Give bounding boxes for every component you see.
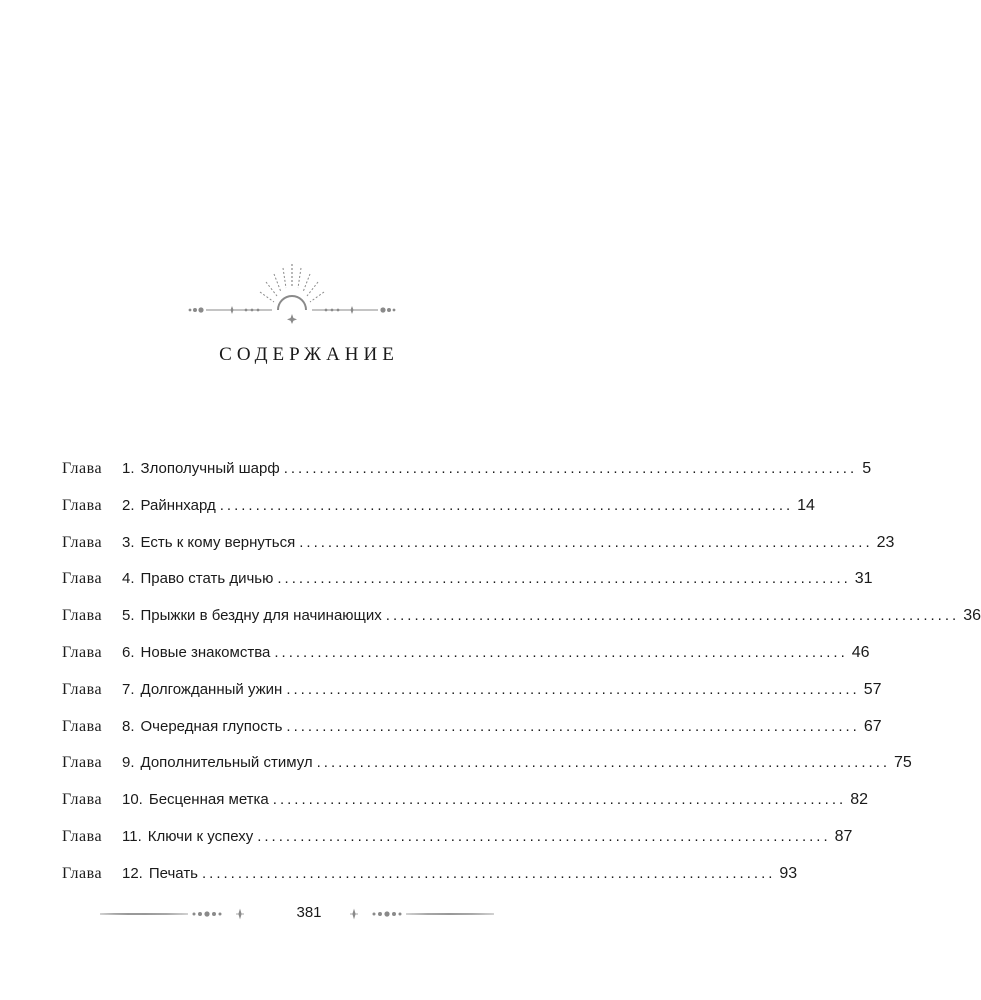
chapter-number: 11.: [122, 827, 142, 845]
toc-entry[interactable]: [62, 864, 798, 902]
page-ref: 75: [894, 754, 912, 772]
table-of-contents: [62, 460, 981, 902]
chapter-title: Дополнительный стимул: [140, 754, 313, 772]
dot-leader: ................................................................................: [257, 827, 831, 845]
dot-leader: ................................................................................: [274, 643, 848, 661]
page-number: 381: [296, 904, 322, 921]
chapter-number: 9.: [122, 754, 135, 772]
page-ref: 14: [797, 496, 815, 514]
chapter-title: Злополучный шарф: [140, 460, 280, 477]
chapter-title: Долгожданный ужин: [140, 680, 283, 698]
page-ref: 57: [863, 680, 882, 698]
page-ref: 5: [862, 460, 872, 477]
chapter-title: Бесценная метка: [148, 791, 269, 809]
chapter-title: Право стать дичью: [140, 570, 274, 588]
dot-leader: ................................................................................: [219, 496, 794, 514]
toc-entry[interactable]: [62, 533, 895, 571]
page-ref: 87: [834, 827, 853, 845]
page-ref: 46: [851, 643, 870, 661]
chapter-number: 6.: [122, 643, 135, 661]
toc-entry[interactable]: [62, 717, 882, 755]
chapter-title: Есть к кому вернуться: [140, 533, 296, 551]
chapter-title: Прыжки в бездну для начинающих: [140, 607, 382, 625]
chapter-label: Глава: [62, 680, 103, 698]
chapter-title: Новые знакомства: [140, 643, 271, 661]
page-ref: 93: [779, 864, 798, 882]
chapter-label: Глава: [62, 827, 103, 845]
toc-entry[interactable]: [62, 570, 873, 607]
chapter-label: Глава: [62, 460, 103, 477]
chapter-label: Глава: [62, 533, 103, 551]
dot-leader: ................................................................................: [299, 533, 873, 551]
chapter-number: 2.: [122, 496, 135, 514]
chapter-number: 10.: [122, 791, 143, 809]
chapter-label: Глава: [62, 791, 103, 809]
dot-leader: ................................................................................: [283, 460, 858, 477]
dot-leader: ................................................................................: [286, 717, 860, 735]
toc-title: СОДЕРЖАНИЕ: [219, 344, 399, 365]
dot-leader: ................................................................................: [272, 791, 847, 809]
chapter-number: 8.: [122, 717, 135, 735]
footer-flourish-right-icon: [344, 908, 494, 920]
page-ref: 36: [963, 607, 981, 625]
dot-leader: ................................................................................: [385, 607, 960, 625]
toc-entry[interactable]: [62, 827, 853, 865]
chapter-label: Глава: [62, 496, 103, 514]
chapter-label: Глава: [62, 754, 103, 772]
chapter-label: Глава: [62, 864, 103, 882]
chapter-title: Очередная глупость: [140, 717, 283, 735]
chapter-title: Райннхард: [140, 496, 216, 514]
chapter-number: 12.: [122, 864, 143, 882]
toc-entry[interactable]: [62, 460, 872, 497]
chapter-label: Глава: [62, 570, 103, 588]
page-ref: 67: [863, 717, 882, 735]
toc-entry[interactable]: [62, 754, 912, 791]
chapter-label: Глава: [62, 717, 103, 735]
dot-leader: ................................................................................: [277, 570, 851, 588]
sun-crescent-ornament-icon: [186, 262, 398, 324]
page-ref: 23: [876, 533, 895, 551]
dot-leader: ................................................................................: [202, 864, 776, 882]
chapter-number: 5.: [122, 607, 135, 625]
chapter-title: Ключи к успеху: [147, 827, 254, 845]
chapter-label: Глава: [62, 643, 103, 661]
toc-entry[interactable]: [62, 680, 882, 718]
toc-entry[interactable]: [62, 643, 870, 681]
toc-entry[interactable]: [62, 607, 981, 644]
dot-leader: ................................................................................: [286, 680, 860, 698]
chapter-number: 3.: [122, 533, 135, 551]
chapter-number: 7.: [122, 680, 135, 698]
chapter-title: Печать: [148, 864, 198, 882]
dot-leader: ................................................................................: [316, 754, 891, 772]
toc-entry[interactable]: [62, 791, 868, 828]
toc-entry[interactable]: [62, 496, 815, 534]
chapter-number: 1.: [122, 460, 135, 477]
chapter-number: 4.: [122, 570, 135, 588]
page-ref: 82: [850, 791, 868, 809]
page-ref: 31: [854, 570, 873, 588]
chapter-label: Глава: [62, 607, 103, 625]
